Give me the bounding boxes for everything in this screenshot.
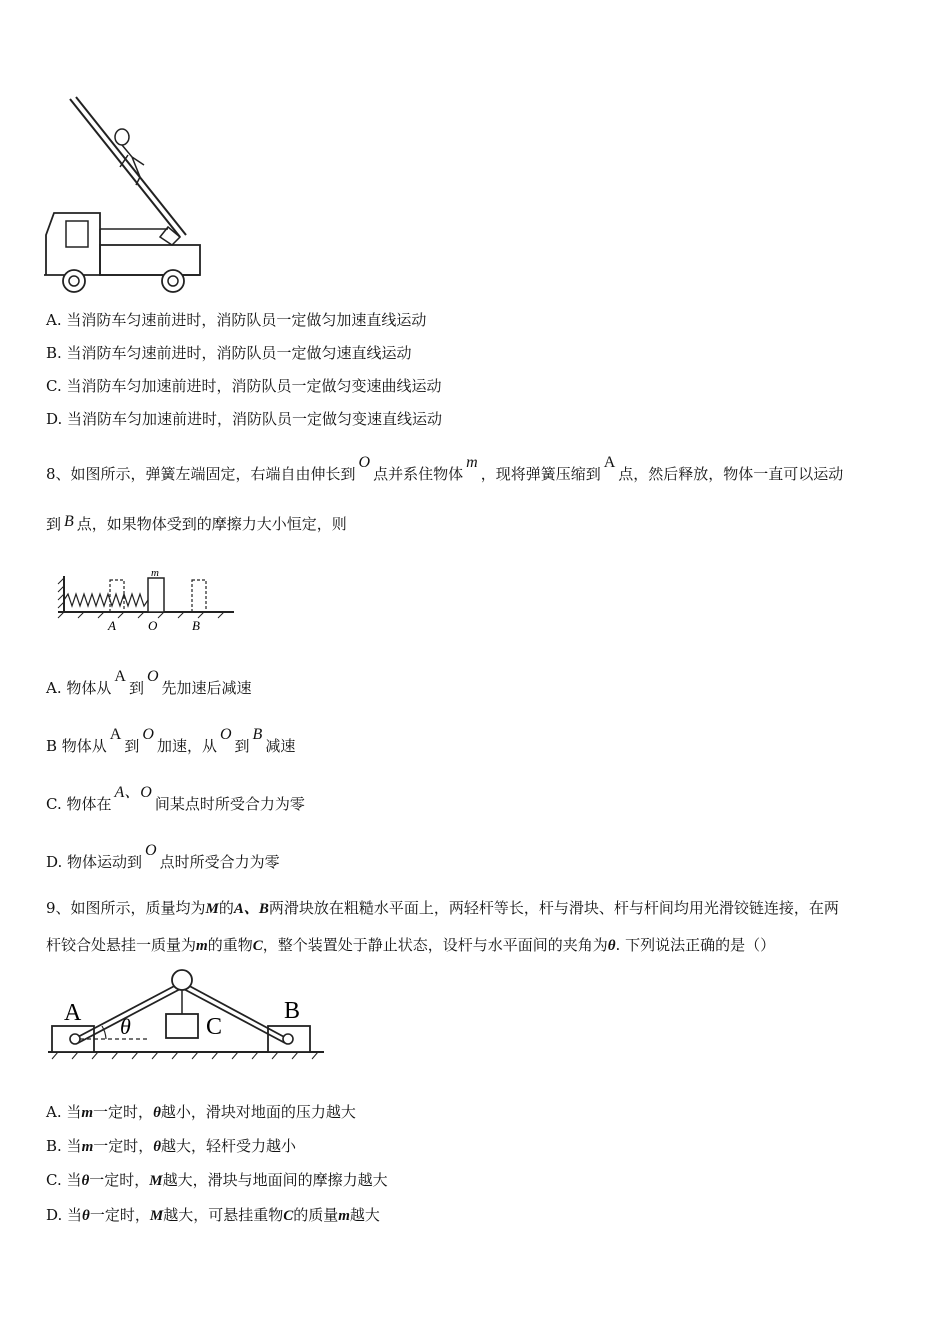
q9-option-c: C. 当θ一定时，M越大，滑块与地面间的摩擦力越大 — [46, 1171, 388, 1189]
q8-option-c: C. 物体在A、O间某点时所受合力为零 — [46, 784, 305, 813]
figure-label-a: A — [108, 618, 116, 633]
q9-option-d: D. 当θ一定时，M越大，可悬挂重物C的质量m越大 — [46, 1206, 380, 1224]
q7-option-c: C. 当消防车匀加速前进时，消防队员一定做匀变速曲线运动 — [46, 377, 442, 395]
figure-label-m: m — [151, 567, 159, 579]
q9-stem-line2: 杆铰合处悬挂一质量为m的重物C，整个装置处于静止状态，设杆与水平面间的夹角为θ. 下列说法正确的是（） — [46, 936, 776, 954]
spring-block-figure — [44, 556, 244, 636]
q8-option-d: D. 物体运动到O点时所受合力为零 — [46, 842, 280, 871]
q8-option-a: A. 物体从A到O先加速后减速 — [46, 668, 252, 697]
q8-stem-line2: 到 B 点，如果物体受到的摩擦力大小恒定，则 — [46, 513, 347, 533]
figure-label-theta: θ — [120, 1014, 131, 1039]
figure-label-c: C — [206, 1014, 223, 1040]
figure-label-a: A — [64, 1000, 82, 1026]
q7-option-d: D. 当消防车匀加速前进时，消防队员一定做匀变速直线运动 — [46, 410, 443, 428]
figure-label-b: B — [192, 618, 200, 633]
q8-stem-line1: 8、如图所示，弹簧左端固定，右端自由伸长到O点并系住物体m，现将弹簧压缩到A点，然后释放，物体一直可以运动 — [46, 454, 844, 483]
q9-option-b: B. 当m一定时，θ越大，轻杆受力越小 — [46, 1137, 297, 1155]
q7-option-b: B. 当消防车匀速前进时，消防队员一定做匀速直线运动 — [46, 344, 412, 362]
q9-stem-line1: 9、如图所示，质量均为M的A、B两滑块放在粗糙水平面上，两轻杆等长，杆与滑块、杆与杆间均用光滑铰链连接，在两 — [46, 899, 839, 917]
q7-option-a: A. 当消防车匀速前进时，消防队员一定做匀加速直线运动 — [46, 311, 427, 329]
figure-label-o: O — [148, 618, 158, 633]
figure-label-b: B — [284, 998, 301, 1024]
fire-truck-figure — [40, 95, 210, 300]
sliders-rods-figure — [44, 964, 329, 1064]
q8-option-b: B 物体从A到O加速，从O到B减速 — [46, 726, 296, 755]
q9-option-a: A. 当m一定时，θ越小，滑块对地面的压力越大 — [46, 1103, 356, 1121]
